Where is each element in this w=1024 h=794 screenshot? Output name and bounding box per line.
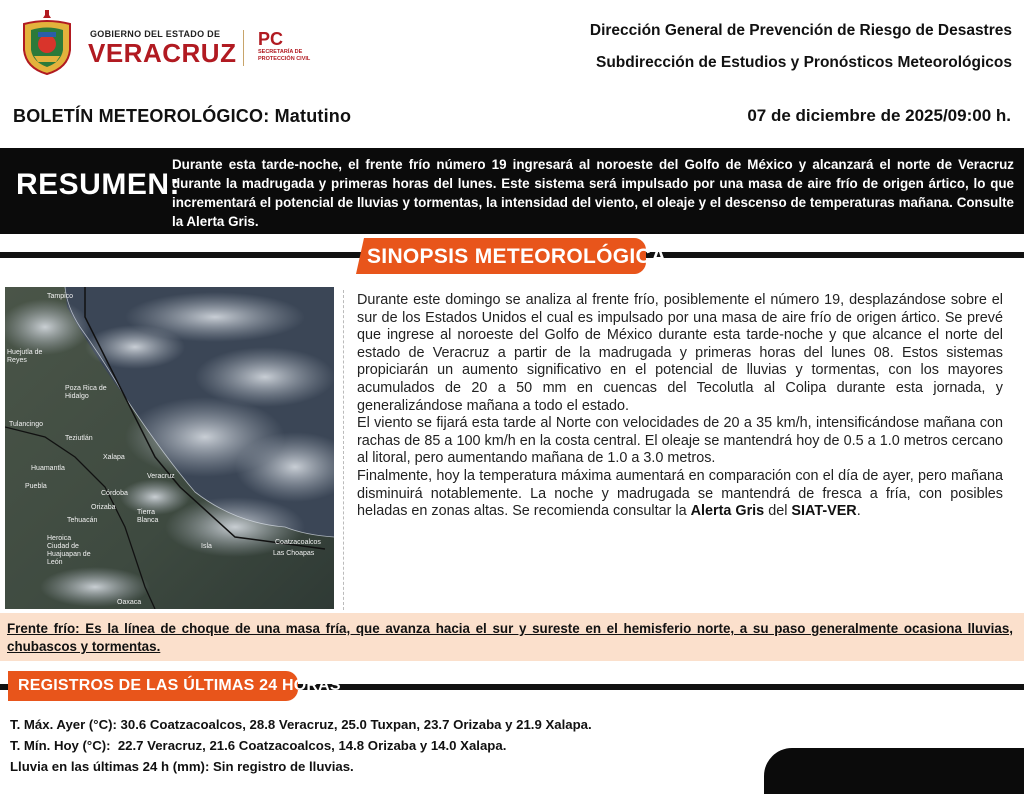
record-tmax: T. Máx. Ayer (°C): 30.6 Coatzacoalcos, 28.8 Veracruz, 25.0 Tuxpan, 23.7 Orizaba y 21.9 Xalapa.	[10, 717, 592, 732]
pc-secretariat-label: SECRETARÍA DE PROTECCIÓN CIVIL	[258, 49, 311, 62]
map-label: Heroica Ciudad de Huajuapan de León	[47, 535, 91, 566]
sinopsis-body	[357, 292, 1003, 521]
pc-logo-text: PC	[258, 29, 284, 49]
map-label: Tierra Blanca	[137, 509, 159, 524]
sinopsis-paragraph: El viento se fijará esta tarde al Norte con velocidades de 20 a 35 km/h, intensificándose mañana con rachas de 85 a 100 km/h en la costa central. El oleaje se mantendrá hoy de 0.5 a 1.0 metros cercano al litoral, pero aumentando mañana de 1.0 a 3.0 metros.	[357, 415, 1003, 467]
bulletin-title: BOLETÍN METEOROLÓGICO: Matutino	[13, 106, 352, 126]
resumen-label: RESUMEN:	[16, 168, 181, 201]
map-label: Puebla	[25, 483, 47, 490]
map-label: Orizaba	[91, 504, 116, 511]
direction-title: Dirección General de Prevención de Riesgo de Desastres	[589, 22, 1012, 39]
map-label: Teziutlán	[65, 435, 93, 442]
bulletin-date: 07 de diciembre de 2025/09:00 h.	[747, 106, 1011, 125]
sinopsis-heading: SINOPSIS METEOROLÓGICA	[367, 245, 667, 268]
map-label: Xalapa	[103, 454, 125, 461]
record-tmin: T. Mín. Hoy (°C): 22.7 Veracruz, 21.6 Coatzacoalcos, 14.8 Orizaba y 14.0 Xalapa.	[10, 738, 507, 753]
sinopsis-paragraph: Durante este domingo se analiza al frente frío, posiblemente el número 19, desplazándose sobre el sur de los Estados Unidos el cual es impulsado por una masa de aire frío de origen ártico. Se prevé que ingrese al noroeste del Golfo de México durante esta tarde-noche y que alcance el norte del estado de Veracruz a partir de la madrugada y primeras horas del lunes 08. Estos sistemas propiciarán un aumento significativo en el potencial de lluvias y tormentas, con los mayores acumulados de 20 a 50 mm en cuencas del Tecolutla al Colipa durante esta jornada, y generalizándose mañana a todo el estado.	[357, 292, 1003, 414]
map-label: Huejutla de Reyes	[7, 349, 43, 364]
sinopsis-paragraph	[357, 468, 1003, 521]
header-divider	[243, 30, 244, 66]
definition-text: Frente frío: Es la línea de choque de una masa fría, que avanza hacia el sur y sureste en el hemisferio norte, a su paso generalmente ocasiona lluvias, chubascos y tormentas.	[7, 621, 1013, 654]
map-label: Córdoba	[101, 490, 128, 497]
siat-name: SIAT-VER	[791, 503, 857, 520]
record-rain: Lluvia en las últimas 24 h (mm): Sin registro de lluvias.	[10, 759, 354, 774]
subdirection-title: Subdirección de Estudios y Pronósticos Meteorológicos	[596, 54, 1012, 71]
map-label: Tulancingo	[9, 421, 43, 428]
sinopsis-text-part: Finalmente, hoy la temperatura máxima aumentará en comparación con el día de ayer, pero mañana disminuirá notablemente. La noche y madrugada se mantendrá de fresca a fría, con posibles heladas en zonas altas. Se recomienda consultar la	[357, 467, 1003, 520]
map-label: Oaxaca	[117, 599, 142, 606]
alert-link-text: Alerta Gris	[690, 503, 765, 520]
footer-corner-decoration	[764, 748, 1024, 794]
state-name: VERACRUZ	[88, 38, 237, 68]
column-divider	[343, 290, 344, 610]
resumen-text: Durante esta tarde-noche, el frente frío número 19 ingresará al noroeste del Golfo de México y alcanzará el norte de Veracruz durante la madrugada y primeras horas del lunes. Este sistema será impulsado por una masa de aire frío de origen ártico, lo que incrementará el potencial de lluvias y tormentas, la intensidad del viento, el oleaje y el descenso de temperaturas mañana. Consulte la Alerta Gris.	[172, 157, 1014, 229]
map-label: Tehuacán	[67, 517, 98, 524]
government-label: GOBIERNO DEL ESTADO DE	[90, 29, 221, 39]
sinopsis-text-part: .	[856, 503, 861, 520]
veracruz-coat-of-arms-logo	[18, 10, 76, 76]
map-label: Isla	[201, 543, 212, 550]
map-label: Las Choapas	[273, 550, 315, 557]
map-label: Veracruz	[147, 473, 175, 480]
map-label: Poza Rica de Hidalgo	[65, 385, 107, 400]
map-label: Coatzacoalcos	[275, 539, 321, 546]
satellite-image	[5, 287, 334, 609]
sinopsis-text-part: del	[768, 503, 788, 520]
map-label: Tampico	[47, 293, 74, 300]
map-label: Huamantla	[31, 465, 65, 472]
registros-heading: REGISTROS DE LAS ÚLTIMAS 24 HORAS	[18, 677, 341, 694]
